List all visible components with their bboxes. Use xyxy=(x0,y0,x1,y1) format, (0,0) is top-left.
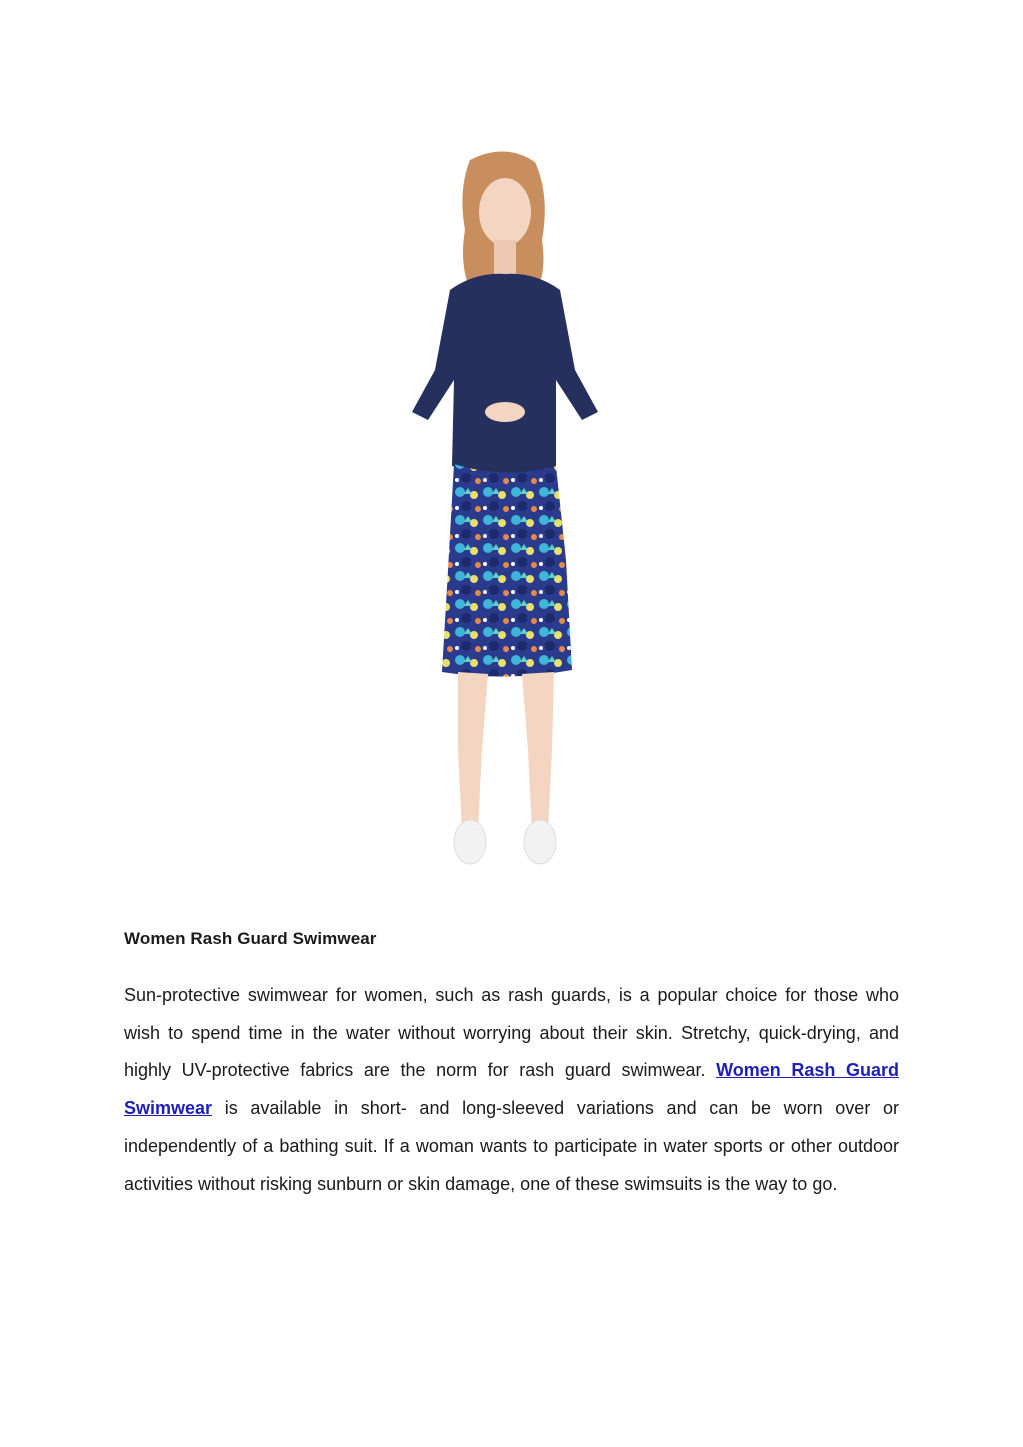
women-rash-guard-swimwear-link[interactable]: Women Rash Guard Swimwear xyxy=(124,1060,899,1119)
article-paragraph xyxy=(124,977,899,1203)
paragraph-text-after-link: is available in short- and long-sleeved variations and can be worn over or independently of a bathing suit. If a woman wants to participate in water sports or other outdoor activities without risking sunburn or skin damage, one of these swimsuits is the way to go. xyxy=(124,1098,899,1194)
product-photo xyxy=(370,150,640,880)
paragraph-text-before-link: Sun-protective swimwear for women, such as rash guards, is a popular choice for those who wish to spend time in the water without worrying about their skin. Stretchy, quick-drying, and highly UV-protective fabrics are the norm for rash guard swimwear. xyxy=(124,985,899,1081)
article-heading: Women Rash Guard Swimwear xyxy=(124,929,377,948)
